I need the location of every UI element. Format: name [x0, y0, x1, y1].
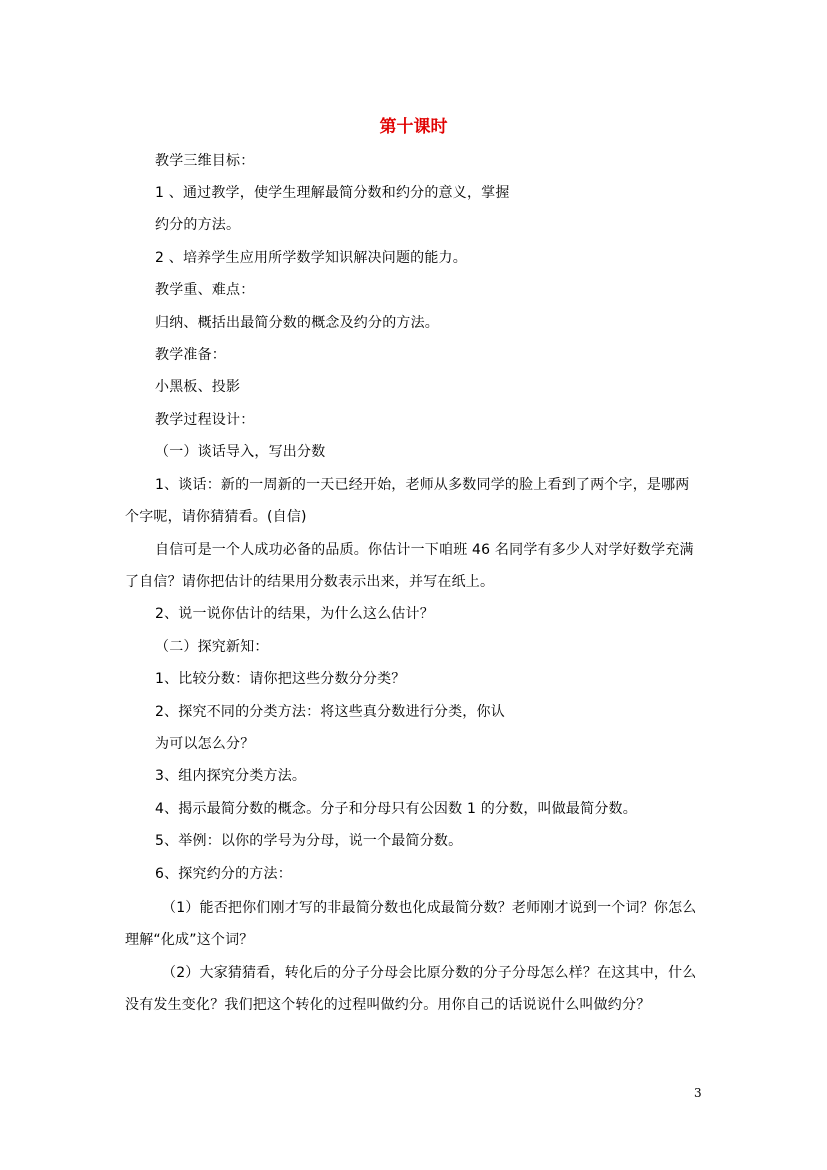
text-line: 2、说一说你估计的结果，为什么这么估计？: [155, 606, 434, 622]
text-line: （一）谈话导入，写出分数: [155, 444, 326, 460]
text-line: 1 、通过教学，使学生理解最简分数和约分的意义，掌握: [155, 185, 510, 201]
text-line: 归纳、概括出最简分数的概念及约分的方法。: [155, 315, 439, 331]
text-line: （二）探究新知：: [155, 639, 269, 655]
text-line: 教学准备：: [155, 347, 226, 363]
text-line: 为可以怎么分？: [155, 736, 255, 752]
text-line: （1）能否把你们刚才写的非最简分数也化成最简分数？老师刚才说到一个词？你怎么: [162, 900, 697, 916]
text-line: （2）大家猜猜看，转化后的分子分母会比原分数的分子分母怎么样？在这其中，什么: [162, 965, 697, 981]
text-line: 4、揭示最简分数的概念。分子和分母只有公因数 1 的分数，叫做最简分数。: [155, 801, 637, 817]
text-line: 6、探究约分的方法：: [155, 866, 292, 882]
text-line: 自信可是一个人成功必备的品质。你估计一下咱班 46 名同学有多少人对学好数学充满: [155, 542, 694, 558]
text-line: 教学三维目标：: [155, 153, 255, 169]
text-line: 个字呢，请你猜猜看。(自信): [125, 509, 307, 525]
page-number: 3: [694, 1086, 702, 1100]
text-line: 2 、培养学生应用所学数学知识解决问题的能力。: [155, 250, 467, 266]
text-line: 5、举例：以你的学号为分母，说一个最简分数。: [155, 833, 463, 849]
text-line: 1、谈话：新的一周新的一天已经开始，老师从多数同学的脸上看到了两个字，是哪两: [155, 477, 690, 493]
text-line: 教学过程设计：: [155, 412, 255, 428]
text-line: 了自信？请你把估计的结果用分数表示出来，并写在纸上。: [125, 574, 495, 590]
text-line: 小黑板、投影: [155, 379, 241, 395]
text-line: 2、探究不同的分类方法：将这些真分数进行分类，你认: [155, 704, 505, 720]
text-line: 没有发生变化？我们把这个转化的过程叫做约分。用你自己的话说说什么叫做约分？: [125, 997, 651, 1013]
text-line: 1、比较分数：请你把这些分数分分类？: [155, 671, 406, 687]
page-title: 第十课时: [379, 117, 448, 137]
text-line: 教学重、难点：: [155, 282, 255, 298]
text-line: 约分的方法。: [155, 217, 241, 233]
text-line: 3、组内探究分类方法。: [155, 768, 307, 784]
text-line: 理解“化成”这个词？: [125, 932, 254, 948]
